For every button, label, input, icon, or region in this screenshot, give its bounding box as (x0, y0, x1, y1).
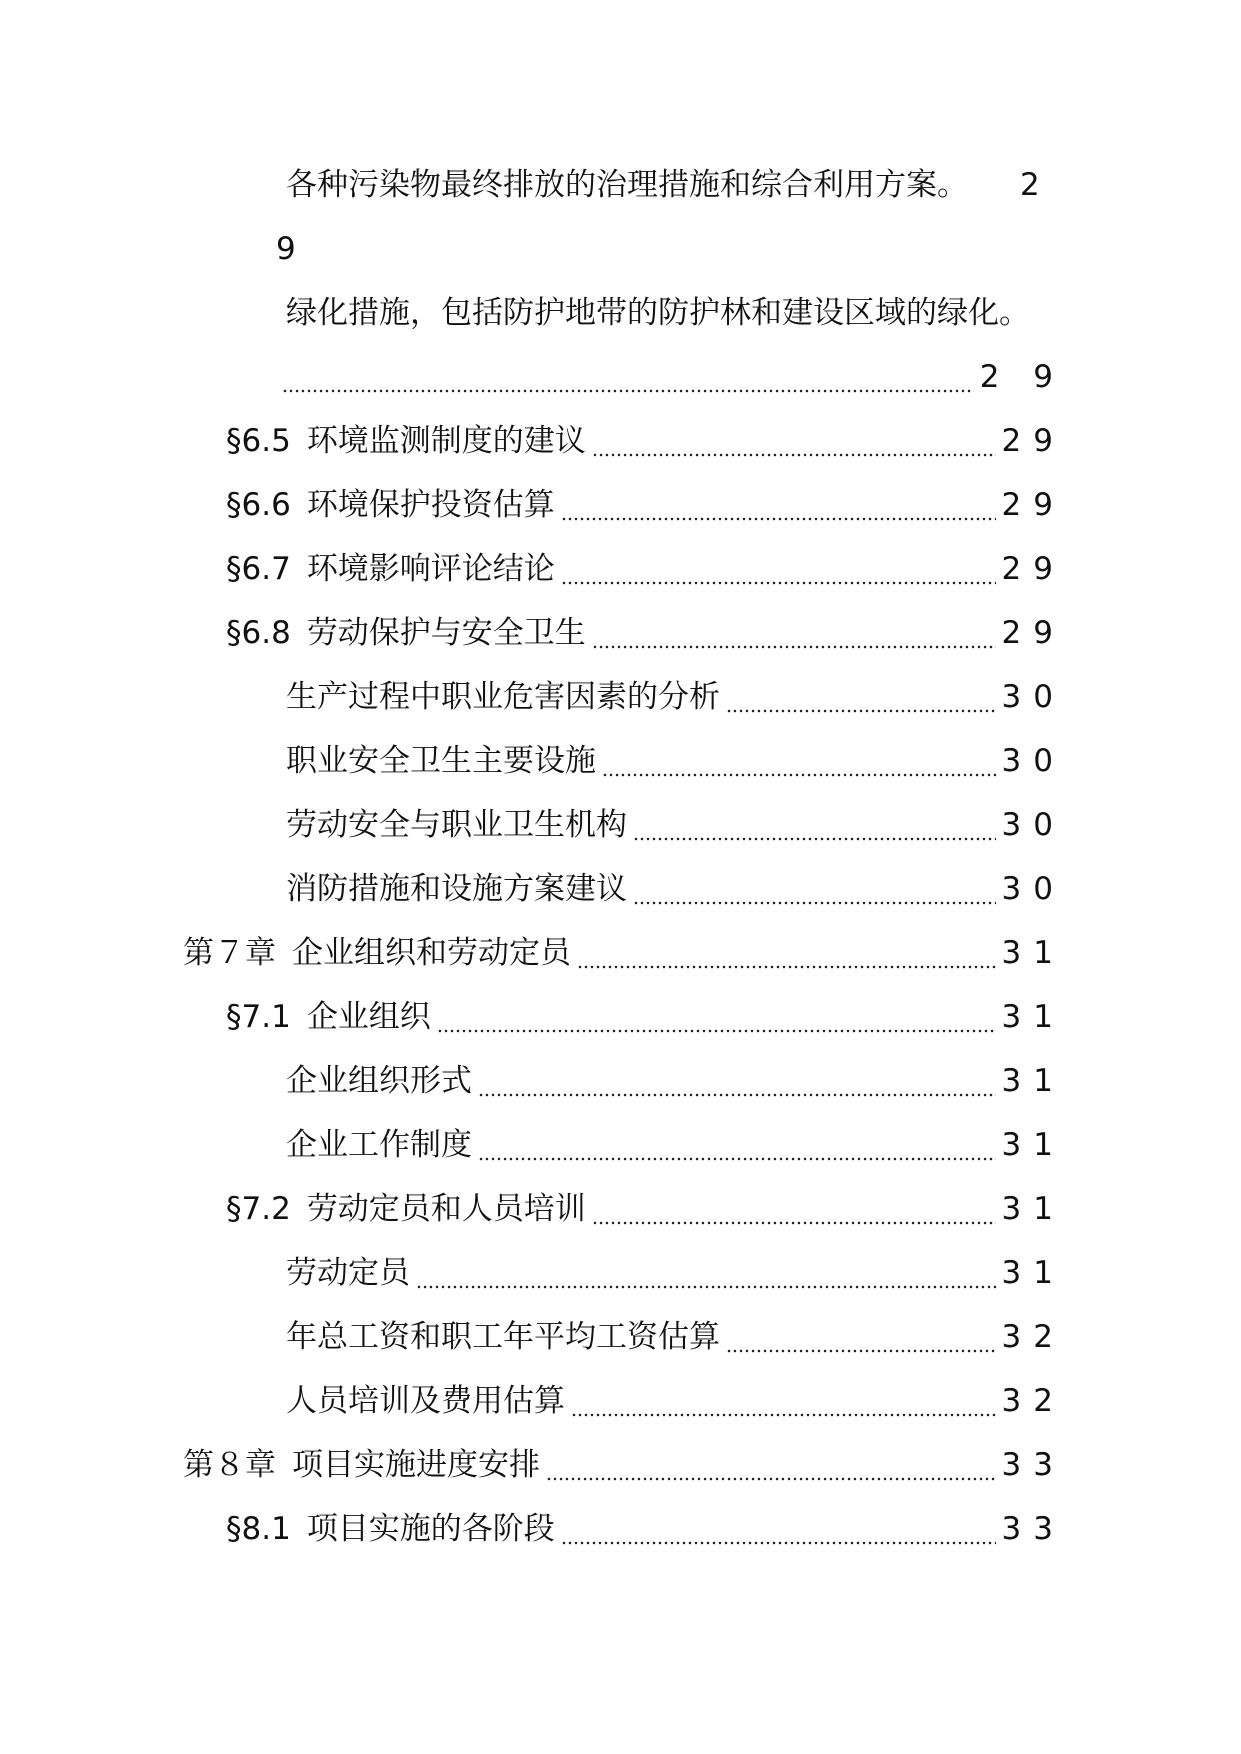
toc-entry-wrapped-1[interactable] (0, 152, 1241, 218)
dot-leader (478, 1112, 996, 1178)
toc-entry-page: 32 (1001, 1319, 1065, 1355)
toc-entry[interactable] (0, 600, 1241, 666)
toc-entry-title: 人员培训及费用估算 (286, 1383, 565, 1419)
dot-leader (561, 472, 996, 538)
toc-entry[interactable] (0, 1048, 1241, 1114)
toc-entry-title: 生产过程中职业危害因素的分析 (286, 679, 720, 715)
dot-leader (726, 664, 996, 730)
dot-leader (416, 1240, 996, 1306)
toc-entry-title: 企业组织形式 (286, 1063, 472, 1099)
section-number: §6.8 (226, 615, 291, 651)
section-number: §6.5 (226, 423, 291, 459)
toc-entry-page: 2 9 (979, 359, 1065, 395)
toc-entry[interactable] (0, 1240, 1241, 1306)
toc-entry[interactable] (0, 984, 1241, 1050)
section-number: §6.6 (226, 487, 291, 523)
dot-leader (592, 408, 996, 474)
toc-entry-title: 项目实施的各阶段 (306, 1511, 555, 1547)
toc-entry-title: 劳动定员和人员培训 (306, 1191, 586, 1227)
dot-leader (633, 792, 996, 858)
toc-entry-title: 劳动定员 (286, 1255, 410, 1291)
dot-leader (592, 1176, 996, 1242)
toc-entry-title: 绿化措施，包括防护地带的防护林和建设区域的绿化。 (286, 295, 1030, 331)
toc-entry-page: 31 (1001, 1127, 1065, 1163)
dot-leader (561, 1496, 996, 1562)
toc-entry-title: 各种污染物最终排放的治理措施和综合利用方案。 (286, 167, 968, 203)
toc-entry-page: 33 (1001, 1511, 1065, 1547)
dot-leader (282, 344, 974, 410)
dot-leader (437, 984, 996, 1050)
toc-entry-page: 29 (1001, 487, 1065, 523)
toc-entry-page: 30 (1001, 871, 1065, 907)
dot-leader (478, 1048, 996, 1114)
toc-entry-page: 30 (1001, 679, 1065, 715)
toc-entry-page: 30 (1001, 807, 1065, 843)
toc-entry[interactable] (0, 1304, 1241, 1370)
dot-leader (726, 1304, 996, 1370)
toc-entry[interactable] (0, 856, 1241, 922)
toc-entry-page: 29 (1001, 423, 1065, 459)
toc-entry-title: 环境保护投资估算 (306, 487, 555, 523)
toc-entry-title: 环境监测制度的建议 (306, 423, 586, 459)
toc-entry-title: 消防措施和设施方案建议 (286, 871, 627, 907)
toc-entry[interactable] (0, 408, 1241, 474)
toc-entry-page: 29 (1001, 615, 1065, 651)
toc-entry-page: 31 (1001, 1255, 1065, 1291)
toc-entry-page: 32 (1001, 1383, 1065, 1419)
toc-entry-page: 29 (1001, 551, 1065, 587)
section-number: §8.1 (226, 1511, 291, 1547)
toc-entry[interactable] (0, 728, 1241, 794)
toc-entry[interactable] (0, 1496, 1241, 1562)
toc-entry-wrapped-1-cont (0, 216, 1241, 282)
toc-entry-wrapped-2-cont (0, 344, 1241, 410)
toc-entry[interactable] (0, 1176, 1241, 1242)
toc-entry-wrapped-2[interactable] (0, 280, 1241, 346)
toc-entry[interactable] (0, 1112, 1241, 1178)
chapter-number: 第７章 (183, 935, 276, 971)
toc-entry-title: 企业工作制度 (286, 1127, 472, 1163)
dot-leader (571, 1368, 996, 1434)
toc-entry-title: 环境影响评论结论 (306, 551, 555, 587)
section-number: §7.1 (226, 999, 291, 1035)
toc-entry-page: 31 (1001, 1191, 1065, 1227)
toc-entry-chapter[interactable] (0, 1432, 1241, 1498)
section-number: §6.7 (226, 551, 291, 587)
toc-entry-page: 33 (1001, 1447, 1065, 1483)
toc-entry-chapter[interactable] (0, 920, 1241, 986)
dot-leader (592, 600, 996, 666)
toc-entry-title: 劳动保护与安全卫生 (306, 615, 586, 651)
toc-entry-page: 31 (1001, 935, 1065, 971)
dot-leader (633, 856, 996, 922)
toc-entry-page-cont: 9 (276, 231, 296, 267)
toc-entry[interactable] (0, 1368, 1241, 1434)
toc-entry-page: 31 (1001, 1063, 1065, 1099)
toc-entry-title: 企业组织 (306, 999, 431, 1035)
toc-entry-title: 企业组织和劳动定员 (292, 935, 571, 971)
dot-leader (546, 1432, 996, 1498)
toc-entry-title: 劳动安全与职业卫生机构 (286, 807, 627, 843)
toc-entry[interactable] (0, 472, 1241, 538)
toc-entry[interactable] (0, 664, 1241, 730)
dot-leader (602, 728, 996, 794)
chapter-number: 第８章 (183, 1447, 276, 1483)
toc-entry-title: 年总工资和职工年平均工资估算 (286, 1319, 720, 1355)
toc-entry-page: 31 (1001, 999, 1065, 1035)
toc-entry[interactable] (0, 536, 1241, 602)
toc-entry[interactable] (0, 792, 1241, 858)
toc-entry-title: 项目实施进度安排 (292, 1447, 540, 1483)
dot-leader (561, 536, 996, 602)
toc-entry-page-part: 2 (1020, 167, 1040, 203)
toc-entry-title: 职业安全卫生主要设施 (286, 743, 596, 779)
dot-leader (577, 920, 996, 986)
toc-entry-page: 30 (1001, 743, 1065, 779)
section-number: §7.2 (226, 1191, 291, 1227)
